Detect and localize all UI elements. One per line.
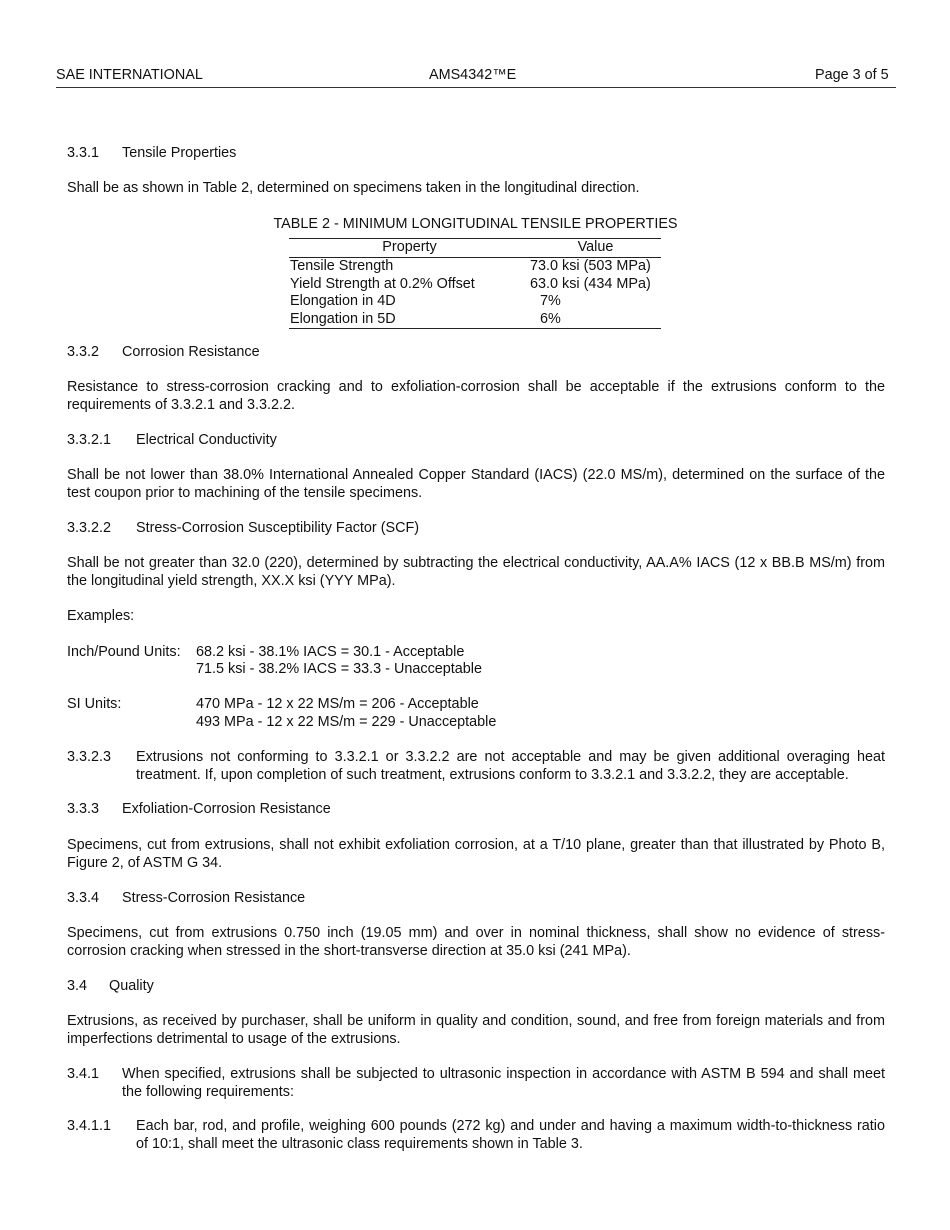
section-title: Electrical Conductivity	[136, 432, 277, 448]
table-row	[289, 293, 661, 311]
section-text: Extrusions not conforming to 3.3.2.1 or 3.3.2.2 are not acceptable and may be given additional overaging heat treatment. If, upon completion of such treatment, extrusions conform to 3.3.2.1 and 3.3.2.2, they are acceptable.	[136, 749, 885, 783]
section-text: Resistance to stress-corrosion cracking and to exfoliation-corrosion shall be acceptable if the extrusions conform to the requirements of 3.3.2.1 and 3.3.2.2.	[67, 379, 885, 413]
section-title: Exfoliation-Corrosion Resistance	[122, 801, 331, 817]
section-number: 3.3.3	[67, 801, 100, 817]
section-text: Shall be as shown in Table 2, determined on specimens taken in the longitudinal direction.	[67, 180, 640, 196]
table-header-row	[289, 239, 661, 258]
table-cell: Tensile Strength	[290, 258, 394, 274]
table-row	[289, 311, 661, 329]
section-number: 3.3.4	[67, 890, 100, 906]
table-header-cell: Property	[382, 239, 437, 255]
section-text: Shall be not greater than 32.0 (220), determined by subtracting the electrical conductivity, AA.A% IACS (12 x BB.B MS/m) from the longitudinal yield strength, XX.X ksi (YYY MPa).	[67, 555, 885, 589]
section-number: 3.4.1	[67, 1066, 100, 1082]
example-line: 68.2 ksi - 38.1% IACS = 30.1 - Acceptable	[196, 644, 465, 660]
table-row	[289, 258, 661, 276]
section-title: Quality	[109, 978, 154, 994]
example-line: 71.5 ksi - 38.2% IACS = 33.3 - Unacceptable	[196, 661, 482, 677]
table-cell: Elongation in 5D	[290, 310, 396, 327]
section-text: Shall be not lower than 38.0% International Annealed Copper Standard (IACS) (22.0 MS/m), determined on the surface of the test coupon prior to machining of the tensile specimens.	[67, 467, 885, 501]
table-header-cell: Value	[577, 239, 614, 255]
table-row	[289, 276, 661, 294]
header-doc-id: AMS4342™E	[429, 67, 517, 83]
section-number: 3.3.2.2	[67, 520, 112, 536]
table-cell: 6%	[540, 310, 561, 327]
table-cell: Yield Strength at 0.2% Offset	[290, 275, 475, 292]
section-title: Tensile Properties	[122, 145, 237, 161]
section-title: Stress-Corrosion Resistance	[122, 890, 306, 906]
inch-pound-label: Inch/Pound Units:	[67, 644, 181, 660]
section-number: 3.3.2.1	[67, 432, 112, 448]
table-cell: Elongation in 4D	[290, 293, 396, 309]
table-title: TABLE 2 - MINIMUM LONGITUDINAL TENSILE PROPERTIES	[273, 216, 678, 232]
section-text: Extrusions, as received by purchaser, shall be uniform in quality and condition, sound, and free from foreign materials and from imperfections detrimental to usage of the extrusions.	[67, 1013, 885, 1047]
table-cell: 73.0 ksi (503 MPa)	[530, 258, 651, 274]
section-text: Specimens, cut from extrusions 0.750 inch (19.05 mm) and over in nominal thickness, shall show no evidence of stress-corrosion cracking when stressed in the short-transverse direction at 35.0 ksi (241 MPa).	[67, 925, 885, 959]
example-line: 493 MPa - 12 x 22 MS/m = 229 - Unacceptable	[196, 714, 497, 730]
section-number: 3.4.1.1	[67, 1118, 112, 1134]
section-text: When specified, extrusions shall be subjected to ultrasonic inspection in accordance with ASTM B 594 and shall meet the following requirements:	[122, 1066, 885, 1100]
si-units-label: SI Units:	[67, 696, 122, 712]
section-title: Stress-Corrosion Susceptibility Factor (SCF)	[136, 520, 420, 536]
examples-label: Examples:	[67, 608, 135, 624]
header-org: SAE INTERNATIONAL	[56, 67, 203, 83]
section-title: Corrosion Resistance	[122, 344, 260, 360]
example-line: 470 MPa - 12 x 22 MS/m = 206 - Acceptable	[196, 696, 479, 712]
table-cell: 7%	[540, 293, 561, 309]
section-number: 3.3.1	[67, 145, 100, 161]
section-text: Each bar, rod, and profile, weighing 600 pounds (272 kg) and under and having a maximum width-to-thickness ratio of 10:1, shall meet the ultrasonic class requirements shown in Table 3.	[136, 1118, 885, 1152]
section-number: 3.3.2.3	[67, 749, 112, 765]
table-cell: 63.0 ksi (434 MPa)	[530, 275, 651, 292]
header-page-number: Page 3 of 5	[815, 67, 889, 83]
section-number: 3.4	[67, 978, 88, 994]
header-rule	[56, 87, 896, 88]
section-text: Specimens, cut from extrusions, shall not exhibit exfoliation corrosion, at a T/10 plane, greater than that illustrated by Photo B, Figure 2, of ASTM G 34.	[67, 837, 885, 871]
tensile-properties-table	[289, 238, 661, 329]
section-number: 3.3.2	[67, 344, 100, 360]
